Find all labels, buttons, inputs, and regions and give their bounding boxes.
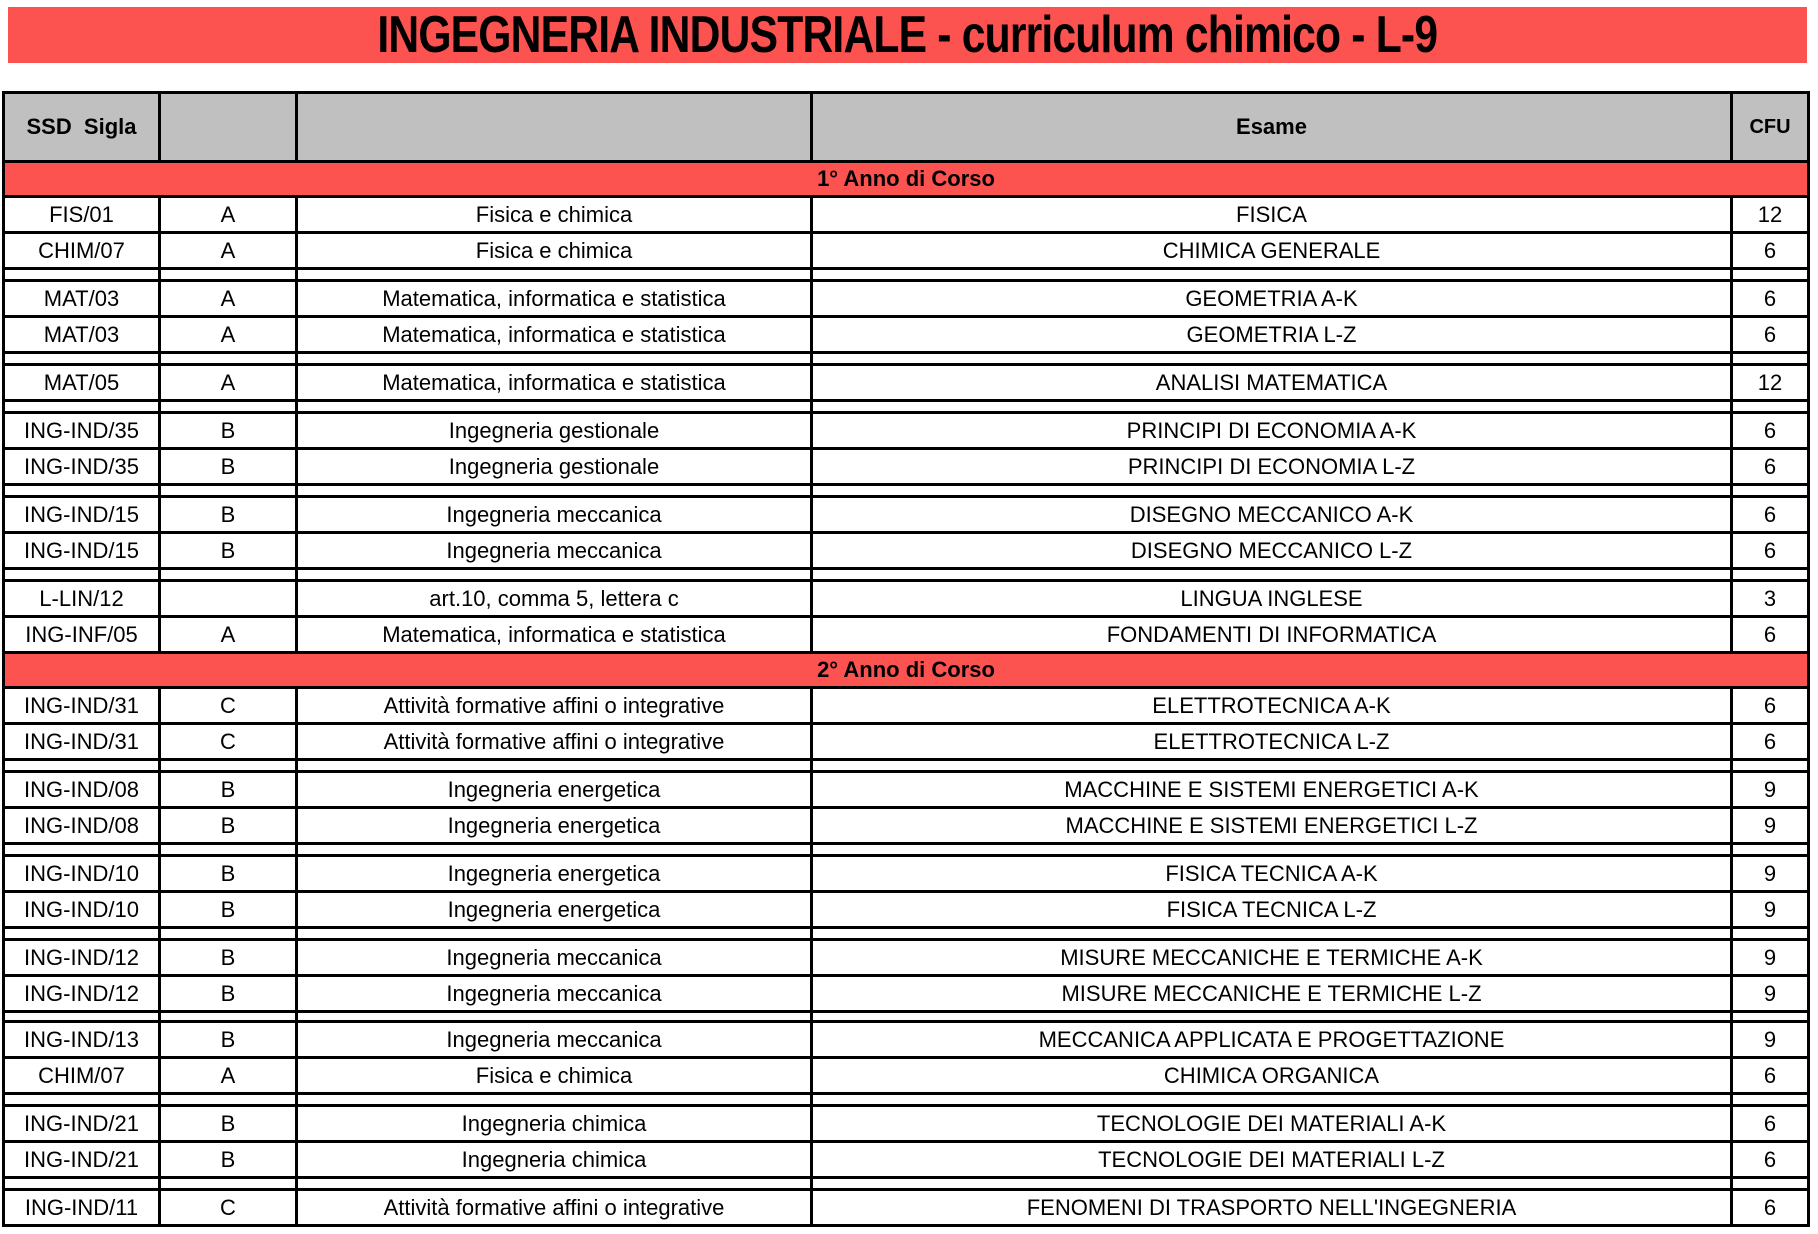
header-esame: Esame (812, 93, 1732, 162)
course-row (4, 533, 1809, 569)
cell-ssd: ING-IND/08 (4, 772, 160, 808)
cell-ssd: ING-IND/21 (4, 1142, 160, 1178)
spacer-row (4, 353, 1809, 365)
cell-ambito: Ingegneria meccanica (297, 533, 812, 569)
cell-tipologia: B (160, 856, 297, 892)
course-row (4, 497, 1809, 533)
cell-ambito: Ingegneria gestionale (297, 449, 812, 485)
cell-esame: CHIMICA GENERALE (812, 233, 1732, 269)
cell-tipologia: B (160, 808, 297, 844)
cell-ambito: Attività formative affini o integrative (297, 1190, 812, 1226)
spacer-row (4, 760, 1809, 772)
cell-cfu: 9 (1732, 772, 1809, 808)
cell-esame: FENOMENI DI TRASPORTO NELL'INGEGNERIA (812, 1190, 1732, 1226)
cell-ambito: Matematica, informatica e statistica (297, 317, 812, 353)
cell-cfu: 6 (1732, 317, 1809, 353)
cell-esame: ELETTROTECNICA L-Z (812, 724, 1732, 760)
spacer-row (4, 401, 1809, 413)
cell-esame: MACCHINE E SISTEMI ENERGETICI L-Z (812, 808, 1732, 844)
cell-tipologia: A (160, 233, 297, 269)
spacer-row (4, 1094, 1809, 1106)
cell-cfu: 9 (1732, 892, 1809, 928)
cell-esame: TECNOLOGIE DEI MATERIALI L-Z (812, 1142, 1732, 1178)
title-banner (8, 7, 1807, 63)
header-tipologia (160, 93, 297, 162)
cell-tipologia: B (160, 1022, 297, 1058)
cell-ssd: ING-IND/35 (4, 449, 160, 485)
cell-ambito: Matematica, informatica e statistica (297, 617, 812, 653)
cell-esame: MECCANICA APPLICATA E PROGETTAZIONE (812, 1022, 1732, 1058)
header-ssd-sigla: SSD Sigla (4, 93, 160, 162)
cell-cfu: 9 (1732, 940, 1809, 976)
cell-tipologia: A (160, 317, 297, 353)
cell-ambito: Ingegneria energetica (297, 856, 812, 892)
cell-ambito: Ingegneria meccanica (297, 976, 812, 1012)
course-row (4, 892, 1809, 928)
cell-ambito: Ingegneria chimica (297, 1106, 812, 1142)
course-row (4, 365, 1809, 401)
cell-esame: LINGUA INGLESE (812, 581, 1732, 617)
course-row (4, 617, 1809, 653)
course-row (4, 1022, 1809, 1058)
cell-cfu: 9 (1732, 856, 1809, 892)
cell-esame: DISEGNO MECCANICO L-Z (812, 533, 1732, 569)
cell-tipologia: B (160, 892, 297, 928)
course-row (4, 808, 1809, 844)
cell-cfu: 9 (1732, 808, 1809, 844)
course-row (4, 233, 1809, 269)
course-row (4, 1190, 1809, 1226)
section-title-year2: 2° Anno di Corso (4, 653, 1809, 688)
cell-tipologia: C (160, 688, 297, 724)
course-row (4, 1058, 1809, 1094)
cell-ambito: Ingegneria energetica (297, 772, 812, 808)
cell-ssd: ING-IND/31 (4, 724, 160, 760)
header-ambito (297, 93, 812, 162)
cell-tipologia: B (160, 449, 297, 485)
course-row (4, 1142, 1809, 1178)
cell-ssd: ING-IND/15 (4, 533, 160, 569)
cell-tipologia: B (160, 976, 297, 1012)
cell-cfu: 9 (1732, 1022, 1809, 1058)
cell-ambito: Ingegneria meccanica (297, 940, 812, 976)
course-row (4, 317, 1809, 353)
cell-cfu: 6 (1732, 1142, 1809, 1178)
cell-esame: FONDAMENTI DI INFORMATICA (812, 617, 1732, 653)
cell-ssd: ING-IND/10 (4, 892, 160, 928)
cell-esame: GEOMETRIA L-Z (812, 317, 1732, 353)
cell-esame: MISURE MECCANICHE E TERMICHE L-Z (812, 976, 1732, 1012)
cell-ssd: ING-IND/13 (4, 1022, 160, 1058)
cell-tipologia: B (160, 1142, 297, 1178)
cell-tipologia: B (160, 497, 297, 533)
cell-cfu: 6 (1732, 413, 1809, 449)
spacer-row (4, 269, 1809, 281)
cell-ambito: Ingegneria gestionale (297, 413, 812, 449)
cell-tipologia: B (160, 940, 297, 976)
cell-tipologia: C (160, 1190, 297, 1226)
cell-ssd: MAT/03 (4, 281, 160, 317)
cell-cfu: 6 (1732, 233, 1809, 269)
cell-esame: PRINCIPI DI ECONOMIA A-K (812, 413, 1732, 449)
cell-cfu: 6 (1732, 617, 1809, 653)
cell-ssd: ING-IND/12 (4, 976, 160, 1012)
cell-cfu: 9 (1732, 976, 1809, 1012)
cell-ambito: Fisica e chimica (297, 1058, 812, 1094)
cell-tipologia: B (160, 772, 297, 808)
cell-esame: MACCHINE E SISTEMI ENERGETICI A-K (812, 772, 1732, 808)
cell-cfu: 6 (1732, 1106, 1809, 1142)
cell-esame: PRINCIPI DI ECONOMIA L-Z (812, 449, 1732, 485)
header-cfu: CFU (1732, 93, 1809, 162)
cell-tipologia: A (160, 365, 297, 401)
course-row (4, 1106, 1809, 1142)
cell-ssd: ING-IND/11 (4, 1190, 160, 1226)
cell-ssd: ING-IND/35 (4, 413, 160, 449)
cell-cfu: 6 (1732, 281, 1809, 317)
cell-esame: GEOMETRIA A-K (812, 281, 1732, 317)
spacer-row (4, 569, 1809, 581)
course-row (4, 581, 1809, 617)
cell-esame: FISICA TECNICA L-Z (812, 892, 1732, 928)
cell-cfu: 6 (1732, 449, 1809, 485)
cell-esame: FISICA (812, 197, 1732, 233)
course-row (4, 772, 1809, 808)
cell-tipologia (160, 581, 297, 617)
course-row (4, 724, 1809, 760)
cell-tipologia: B (160, 533, 297, 569)
course-row (4, 688, 1809, 724)
cell-ssd: ING-INF/05 (4, 617, 160, 653)
course-row (4, 856, 1809, 892)
cell-cfu: 6 (1732, 1190, 1809, 1226)
cell-ssd: ING-IND/21 (4, 1106, 160, 1142)
cell-ambito: Fisica e chimica (297, 233, 812, 269)
course-row (4, 281, 1809, 317)
cell-esame: ANALISI MATEMATICA (812, 365, 1732, 401)
cell-ambito: Ingegneria energetica (297, 892, 812, 928)
curriculum-table (2, 91, 1810, 1227)
cell-esame: FISICA TECNICA A-K (812, 856, 1732, 892)
cell-ssd: MAT/03 (4, 317, 160, 353)
cell-esame: DISEGNO MECCANICO A-K (812, 497, 1732, 533)
cell-ambito: Attività formative affini o integrative (297, 724, 812, 760)
cell-ambito: Matematica, informatica e statistica (297, 281, 812, 317)
cell-ambito: Matematica, informatica e statistica (297, 365, 812, 401)
cell-tipologia: B (160, 1106, 297, 1142)
cell-cfu: 12 (1732, 365, 1809, 401)
cell-esame: TECNOLOGIE DEI MATERIALI A-K (812, 1106, 1732, 1142)
course-row (4, 940, 1809, 976)
section-row-year2 (4, 653, 1809, 688)
cell-cfu: 6 (1732, 1058, 1809, 1094)
cell-ssd: L-LIN/12 (4, 581, 160, 617)
cell-ssd: ING-IND/12 (4, 940, 160, 976)
cell-esame: ELETTROTECNICA A-K (812, 688, 1732, 724)
cell-tipologia: A (160, 281, 297, 317)
cell-ssd: CHIM/07 (4, 233, 160, 269)
page-title: INGEGNERIA INDUSTRIALE - curriculum chimico - L-9 (377, 6, 1438, 64)
cell-tipologia: A (160, 1058, 297, 1094)
cell-cfu: 6 (1732, 497, 1809, 533)
cell-tipologia: A (160, 197, 297, 233)
cell-ambito: Fisica e chimica (297, 197, 812, 233)
section-row-year1 (4, 162, 1809, 197)
cell-ssd: ING-IND/08 (4, 808, 160, 844)
cell-ambito: Ingegneria meccanica (297, 1022, 812, 1058)
spacer-row (4, 844, 1809, 856)
spacer-row (4, 485, 1809, 497)
cell-ambito: art.10, comma 5, lettera c (297, 581, 812, 617)
cell-ambito: Ingegneria meccanica (297, 497, 812, 533)
cell-cfu: 3 (1732, 581, 1809, 617)
course-row (4, 976, 1809, 1012)
header-row (4, 93, 1809, 162)
cell-ambito: Attività formative affini o integrative (297, 688, 812, 724)
cell-esame: CHIMICA ORGANICA (812, 1058, 1732, 1094)
cell-tipologia: C (160, 724, 297, 760)
cell-ssd: CHIM/07 (4, 1058, 160, 1094)
cell-ssd: MAT/05 (4, 365, 160, 401)
cell-ssd: ING-IND/15 (4, 497, 160, 533)
cell-ssd: ING-IND/10 (4, 856, 160, 892)
cell-cfu: 6 (1732, 533, 1809, 569)
spacer-row (4, 1012, 1809, 1022)
cell-ssd: FIS/01 (4, 197, 160, 233)
cell-cfu: 6 (1732, 688, 1809, 724)
spacer-row (4, 928, 1809, 940)
cell-ambito: Ingegneria chimica (297, 1142, 812, 1178)
cell-cfu: 6 (1732, 724, 1809, 760)
cell-cfu: 12 (1732, 197, 1809, 233)
cell-ambito: Ingegneria energetica (297, 808, 812, 844)
cell-tipologia: B (160, 413, 297, 449)
cell-tipologia: A (160, 617, 297, 653)
course-row (4, 197, 1809, 233)
cell-esame: MISURE MECCANICHE E TERMICHE A-K (812, 940, 1732, 976)
course-row (4, 413, 1809, 449)
course-row (4, 449, 1809, 485)
section-title-year1: 1° Anno di Corso (4, 162, 1809, 197)
cell-ssd: ING-IND/31 (4, 688, 160, 724)
spacer-row (4, 1178, 1809, 1190)
